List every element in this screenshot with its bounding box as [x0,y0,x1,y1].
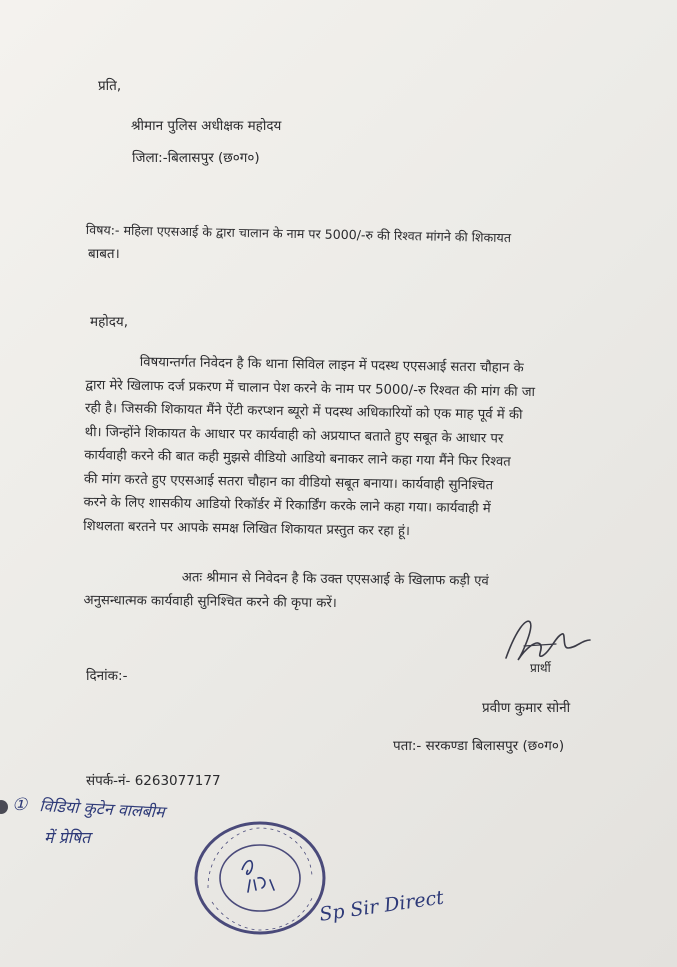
to-label: प्रति, [98,78,122,94]
body-line: थी। जिन्होंने शिकायत के आधार पर कार्यवाही को अप्रयाप्त बताते हुए सबूत के आधार पर [84,424,504,447]
body-line: द्वारा मेरे खिलाफ दर्ज प्रकरण में चालान पेश करने के नाम पर 5000/-रु रिश्वत की मांग की जा [85,377,536,400]
applicant-address: पता:- सरकण्डा बिलासपुर (छ०ग०) [393,738,565,754]
closing-line: अनुसन्धात्मक कार्यवाही सुनिश्चित करने की कृपा करें। [83,592,337,611]
contact-number: संपर्क-नं- 6263077177 [86,773,221,789]
salutation: महोदय, [90,314,129,330]
closing-line: अतः श्रीमान से निवेदन है कि उक्त एएसआई के खिलाफ कड़ी एवं [181,570,489,589]
body-paragraph [83,350,536,545]
body-line: रही है। जिसकी शिकायत मैंने ऐंटी करप्शन ब्यूरो में पदस्थ अधिकारियों को एक माह पूर्व में की [84,400,523,423]
applicant-label: प्रार्थी [530,661,551,675]
signature [496,610,606,675]
body-line: शिथलता बरतने पर आपके समक्ष लिखित शिकायत प्रस्तुत कर रहा हूं। [83,518,411,539]
body-line: कार्यवाही करने की बात कही मुझसे वीडियो आडियो बनाकर लाने कहा गया मैंने फिर रिश्वत [84,447,511,470]
recipient-district: जिला:-बिलासपुर (छ०ग०) [132,150,260,166]
handwritten-note-line-1: विडियो कुटेन वालबीम [38,795,166,822]
body-line: विषयान्तर्गत निवेदन है कि थाना सिविल लाइन में पदस्थ एएसआई सतरा चौहान के [139,354,524,376]
applicant-name: प्रवीण कुमार सोनी [482,700,571,716]
sp-direction-note: Sp Sir Direct [318,886,446,926]
body-line: करने के लिए शासकीय आडियो रिकॉर्डर में रिकार्डिंग करके लाने कहा गया। कार्यवाही में [83,494,491,517]
subject-line-1: विषय:- महिला एएसआई के द्वारा चालान के नाम पर 5000/-रु की रिश्वत मांगने की शिकायत [85,222,512,246]
punch-hole [0,800,8,814]
office-stamp [190,818,330,938]
handwritten-note-line-2: में प्रेषित [44,828,91,847]
date-label: दिनांक:- [86,668,128,684]
body-line: की मांग करते हुए एएसआई सतरा चौहान का वीडियो सबूत बनाया। कार्यवाही सुनिश्चित [83,471,494,493]
recipient-title: श्रीमान पुलिस अधीक्षक महोदय [131,118,282,134]
subject-line-2: बाबत। [88,246,120,262]
note-number: ① [12,795,28,815]
closing-paragraph [83,565,488,617]
